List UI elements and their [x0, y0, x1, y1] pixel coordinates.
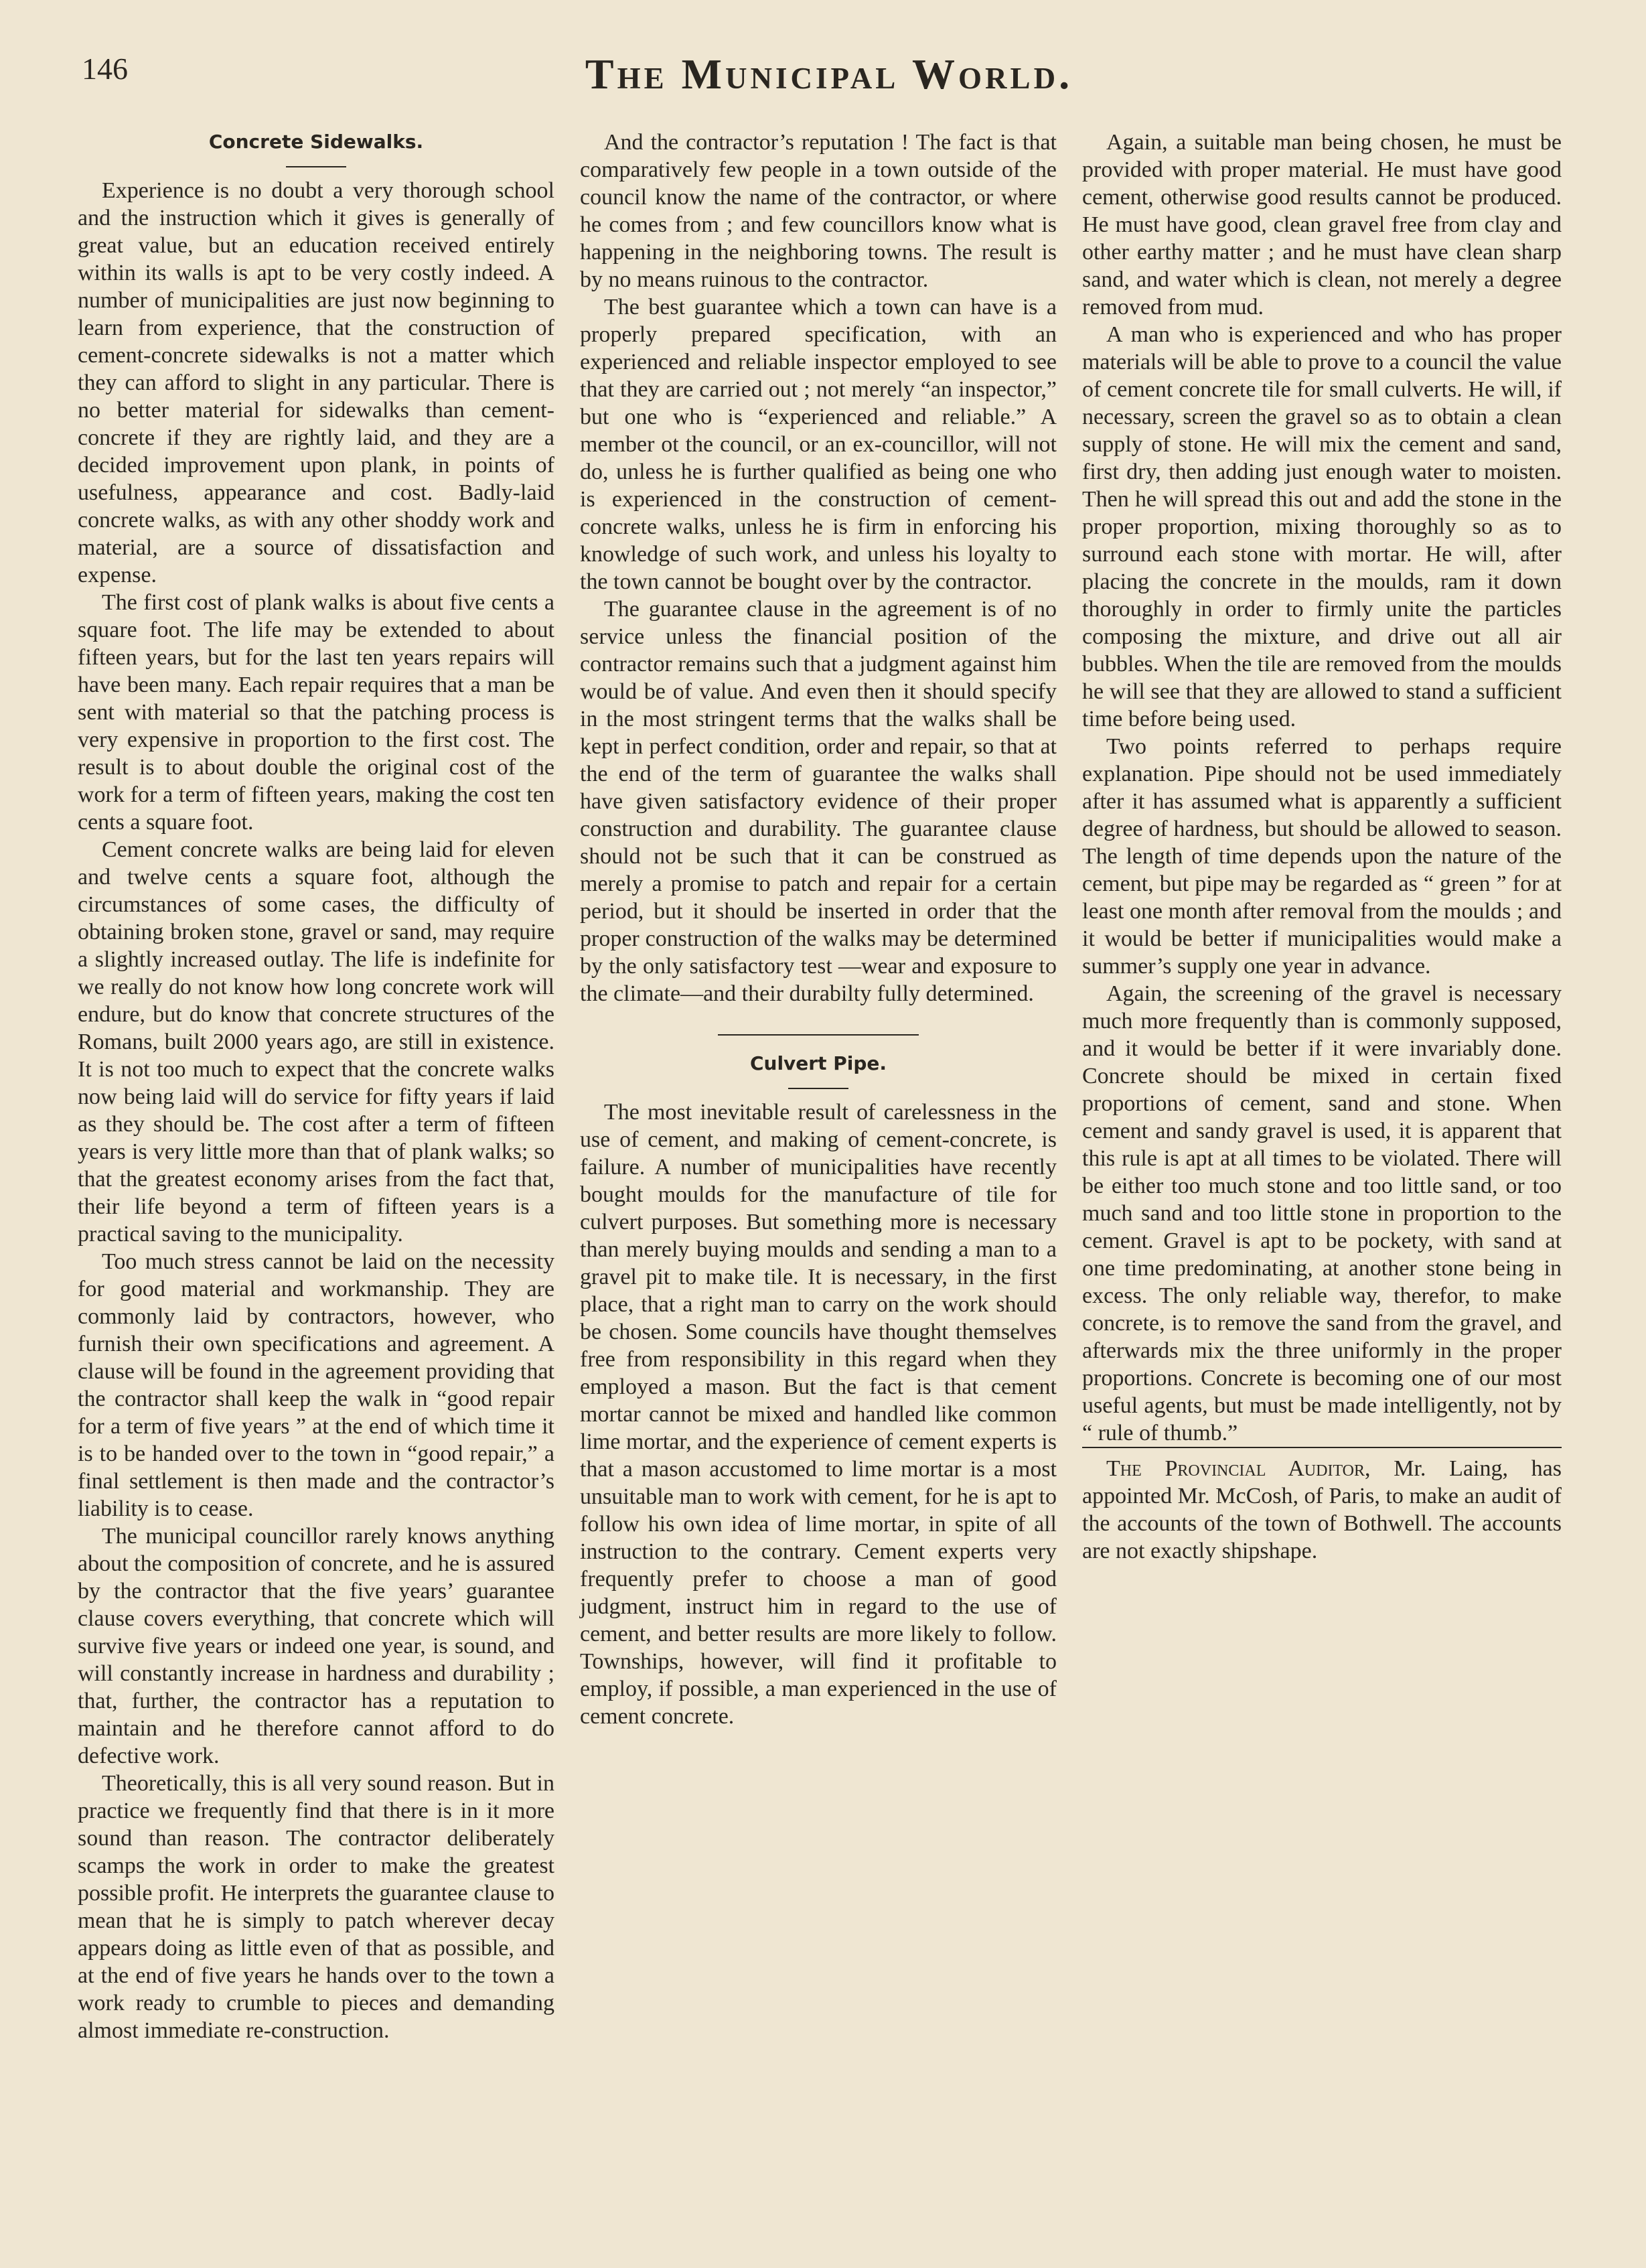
paragraph: Two points referred to perhaps require explanation. Pipe should not be used immediately after it has assumed what is apparently a sufficient degree of hardness, but should be allowed to season. The length of time depends upon the nature of the cement, but pipe may be regarded as “ green ” for at least one month after removal from the moulds ; and it would be better if municipalities would make a summer’s supply one year in advance.: [1082, 734, 1562, 979]
notice-text: Mr. Laing, has appointed Mr. McCosh, of Paris, to make an audit of the accounts of the town of Bothwell. The accounts are not exactly shipshape.: [1082, 1456, 1562, 1563]
title-rule: [788, 1088, 848, 1089]
paragraph: And the contractor’s reputation ! The fact is that comparatively few people in a town outside of the council know the name of the contractor, or where he comes from ; and few councillors know what is happening in the neighboring towns. The result is by no means ruinous to the contractor.: [580, 130, 1057, 292]
column-3: [1082, 129, 1562, 1565]
column-1: [78, 129, 554, 2044]
title-rule: [286, 166, 346, 167]
paragraph: The best guarantee which a town can have is a properly prepared specification, with an experienced and reliable inspector employed to see that they are carried out ; not merely “an inspector,” but one who is “experienced and reliable.” A member ot the council, or an ex-councillor, will not do, unless he is further qualified as being one who is experienced in the construction of cement-concrete walks, unless he is firm in enforcing his knowledge of such work, and unless his loyalty to the town cannot be bought over by the contractor.: [580, 295, 1057, 594]
page-number: 146: [82, 52, 128, 86]
journal-title: The Municipal World.: [585, 50, 1073, 98]
paragraph: Too much stress cannot be laid on the necessity for good material and workmanship. They are commonly laid by contractors, however, who furnish their own specifications and agreement. A clause will be found in the agreement providing that the contractor shall keep the walk in “good repair for a term of five years ” at the end of which time it is to be handed over to the town in “good repair,” a final settlement is then made and the contractor’s liability is to cease.: [78, 1249, 554, 1521]
paragraph: Theoretically, this is all very sound reason. But in practice we frequently find that there is in it more sound than reason. The contractor deliberately scamps the work in order to make the greatest possible profit. He interprets the guarantee clause to mean that he is simply to patch wherever decay appears doing as little even of that as possible, and at the end of five years he hands over to the town a work ready to crumble to pieces and demanding almost immediate re-construction.: [78, 1771, 554, 2043]
paragraph: The first cost of plank walks is about five cents a square foot. The life may be extended to about fifteen years, but for the last ten years repairs will have been many. Each repair requires that a man be sent with material so that the patching process is very expensive in proportion to the first cost. The result is to about double the original cost of the work for a term of fifteen years, making the cost ten cents a square foot.: [78, 590, 554, 835]
paragraph: Experience is no doubt a very thorough school and the instruction which it gives is generally of great value, but an education received entirely within its walls is apt to be very costly indeed. A number of municipalities are just now beginning to learn from experience, that the construction of cement-concrete sidewalks is not a matter which they can afford to slight in any particular. There is no better material for sidewalks than cement-concrete if they are rightly laid, and they are a decided improvement upon plank, in points of usefulness, appearance and cost. Badly-laid concrete walks, as with any other shoddy work and material, are a source of dissatisfaction and expense.: [78, 178, 554, 587]
paragraph: The most inevitable result of carelessness in the use of cement, and making of cement-concrete, is failure. A number of municipalities have recently bought moulds for the manufacture of tile for culvert purposes. But something more is necessary than merely buying moulds and sending a man to a gravel pit to make tile. It is necessary, in the first place, that a right man to carry on the work should be chosen. Some councils have thought themselves free from responsibility in this regard when they employed a mason. But the fact is that cement mortar cannot be mixed and handled like common lime mortar, and the experience of cement experts is that a mason accustomed to lime mortar is a most unsuitable man to work with cement, for he is apt to follow his own idea of lime mortar, in spite of all instruction to the contrary. Cement experts very frequently prefer to choose a man of good judgment, instruct him in regard to the use of cement, and better results are more likely to follow. Townships, however, will find it profitable to employ, if possible, a man experienced in the use of cement concrete.: [580, 1100, 1057, 1729]
paragraph: Again, a suitable man being chosen, he must be provided with proper material. He must have good cement, otherwise good results cannot be produced. He must have good, clean gravel free from clay and other earthy matter ; and he must have clean sharp sand, and water which is clean, not merely a degree removed from mud.: [1082, 130, 1562, 320]
paragraph: A man who is experienced and who has proper materials will be able to prove to a council the value of cement concrete tile for small culverts. He will, if necessary, screen the gravel so as to obtain a clean supply of stone. He will mix the cement and sand, first dry, then adding just enough water to moisten. Then he will spread this out and add the stone in the proper proportion, mixing thoroughly so as to surround each stone with mortar. He will, after placing the concrete in the moulds, ram it down thoroughly in order to firmly unite the particles composing the mixture, and drive out all air bubbles. When the tile are removed from the moulds he will see that they are allowed to stand a sufficient time before being used.: [1082, 322, 1562, 731]
auditor-notice: [1082, 1447, 1562, 1565]
page-header: [79, 43, 1579, 103]
paragraph: The guarantee clause in the agreement is of no service unless the financial position of the contractor remains such that a judgment against him would be of value. And even then it should specify in the most stringent terms that the walks shall be kept in perfect condition, order and repair, so that at the end of the term of guarantee the walks shall have given satisfactory evidence of their proper construction and durability. The guarantee clause should not be such that it can be construed as merely a promise to patch and repair for a certain period, but it should be inserted in order that the proper construction of the walks may be determined by the only satisfactory test —wear and exposure to the climate—and their durabilty fully determined.: [580, 597, 1057, 1006]
column-2: [580, 129, 1057, 1730]
paragraph: The municipal councillor rarely knows anything about the composition of concrete, and he is assured by the contractor that the five years’ guarantee clause covers everything, that concrete which will survive five years or indeed one year, is sound, and will constantly increase in hardness and durability ; that, further, the contractor has a reputation to maintain and he therefore cannot afford to do defective work.: [78, 1524, 554, 1768]
article-title-concrete-sidewalks: Concrete Sidewalks.: [208, 131, 424, 153]
paragraph: Again, the screening of the gravel is necessary much more frequently than is commonly supposed, and it would be better if it were invariably done. Concrete should be mixed in certain fixed proportions of cement, sand and stone. When cement and sandy gravel is used, it is apparent that this rule is apt at all times to be violated. There will be either too much stone and too little sand, or too much sand and too little stone in proportion to the cement. Gravel is apt to be pockety, with sand at one time predominating, at another stone being in excess. The only reliable way, therefor, to make concrete, is to remove the sand from the gravel, and afterwards mix the three uniformly in the proper proportions. Concrete is becoming one of our most useful agents, but must be made intelligently, not by “ rule of thumb.”: [1082, 981, 1562, 1445]
article-title-culvert-pipe: Culvert Pipe.: [749, 1052, 887, 1074]
notice-lead: The Provincial Auditor,: [1106, 1456, 1371, 1481]
paragraph: Cement concrete walks are being laid for eleven and twelve cents a square foot, although the circumstances of some cases, the difficulty of obtaining broken stone, gravel or sand, may require a slightly increased outlay. The life is indefinite for we really do not know how long concrete work will endure, but do know that concrete structures of the Romans, built 2000 years ago, are still in existence. It is not too much to expect that the concrete walks now being laid will do service for fifty years if laid as they should be. The cost after a term of fifteen years is very little more than that of plank walks; so that the greatest economy arises from the fact that, their life beyond a term of fifteen years is a practical saving to the municipality.: [78, 837, 554, 1247]
section-divider: [718, 1034, 919, 1036]
